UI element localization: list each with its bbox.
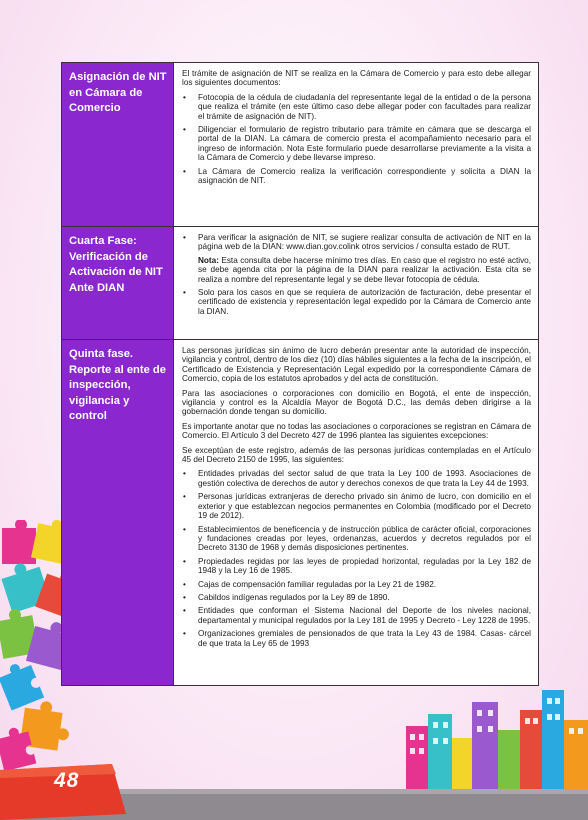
row-content-cuarta-fase [174,227,538,339]
list-item: • Fotocopia de la cédula de ciudadanía del representante legal de la entidad o de la persona que realiza el trámite (en este último caso debe allegar poder con facultades para realizar el trámite de asignación de NIT). [182,93,531,121]
row-content-asignacion-nit [174,63,538,226]
list-item: • Organizaciones gremiales de pensionados de que trata la Ley 43 de 1984. Casas- cárcel de que trata la Ley 65 de 1993 [182,629,531,648]
paragraph: Para las asociaciones o corporaciones con domicilio en Bogotá, el ente de inspección, vigilancia y control es la Alcaldía Mayor de Bogotá D.C., las demás deben dirigirse a la gobernación donde tengan su domicilio. [182,388,531,417]
list-item: • Personas jurídicas extranjeras de derecho privado sin ánimo de lucro, con domicilio en el exterior y que establezcan negocios permanentes en Colombia (modificado por el Decreto 19 de 2012). [182,492,531,520]
bullet-list [182,469,531,648]
table-row [62,340,538,685]
note-block [182,256,531,284]
note-label: Nota: [198,255,219,265]
table-row [62,227,538,340]
list-item: • Propiedades regidas por las leyes de propiedad horizontal, reguladas por la Ley 182 de 1948 y la Ley 16 de 1985. [182,557,531,576]
list-item: • La Cámara de Comercio realiza la verificación correspondiente y solicita a DIAN la asignación de NIT. [182,167,531,186]
list-item: • Solo para los casos en que se requiera de autorización de facturación, debe presentar el certificado de existencia y representación legal expedido por la Cámara de Comercio ante la DIAN. [182,288,531,316]
row-label-cuarta-fase: Cuarta Fase: Verificación de Activación de NIT Ante DIAN [62,227,174,339]
city-buildings-decoration [398,680,588,792]
paragraph: Se exceptúan de este registro, además de las personas jurídicas contempladas en el Artículo 45 del Decreto 2150 de 1995, las siguientes: [182,445,531,465]
table-row [62,63,538,227]
list-item: • Entidades privadas del sector salud de que trata la Ley 100 de 1993. Asociaciones de gestión colectiva de derechos de autor y derechos conexos de que trata la Ley 44 de 1993. [182,469,531,488]
note-text: Esta consulta debe hacerse mínimo tres días. En caso que el registro no esté activo, se debe agenda cita por la página de la DIAN para realizar la activación. Esta cita se realiza a nombre del representante legal y se debe llevar fotocopia de cédula. [198,255,531,284]
list-item: • Establecimientos de beneficencia y de instrucción pública de carácter oficial, corporaciones y fundaciones creadas por leyes, ordenanzas, acuerdos y decretos regulados por el Decreto 3130 de 1968 y demás disposiciones pertinentes. [182,525,531,553]
bullet-list [182,93,531,186]
page-number: 48 [54,769,80,792]
paragraph: Las personas jurídicas sin ánimo de lucro deberán presentar ante la autoridad de inspección, vigilancia y control, dentro de los diez (10) días hábiles siguientes a la fecha de la inscripción, el Certificado de Existencia y Representación Legal expedido por la correspondiente Cámara de Comercio, copia de los estatutos aprobados y del acta de constitución. [182,346,531,384]
row-label-quinta-fase: Quinta fase. Reporte al ente de inspección, vigilancia y control [62,340,174,685]
row-intro: El trámite de asignación de NIT se realiza en la Cámara de Comercio y para esto debe allegar los siguientes documentos: [182,69,531,88]
paragraph: Es importante anotar que no todas las asociaciones o corporaciones se registran en Cámara de Comercio. El Artículo 3 del Decreto 427 de 1996 plantea las siguientes excepciones: [182,421,531,441]
row-label-asignacion-nit: Asignación de NIT en Cámara de Comercio [62,63,174,226]
bullet-list [182,288,531,316]
bullet-list [182,233,531,252]
list-item: • Para verificar la asignación de NIT, se sugiere realizar consulta de activación de NIT en la página web de la DIAN: www.dian.gov.colink otros servicios / consulta estado de RUT. [182,233,531,252]
content-table [61,62,539,686]
list-item: • Cajas de compensación familiar reguladas por la Ley 21 de 1982. [182,580,531,589]
row-content-quinta-fase [174,340,538,685]
list-item: • Cabildos indígenas regulados por la Ley 89 de 1890. [182,593,531,602]
list-item: • Entidades que conforman el Sistema Nacional del Deporte de los niveles nacional, departamental y municipal regulados por la Ley 181 de 1995 y Decreto - Ley 1228 de 1995. [182,606,531,625]
list-item: • Diligenciar el formulario de registro tributario para trámite en cámara que se descarga el portal de la DIAN. La cámara de comercio presta el acompañamiento necesario para el ingreso de información. Nota Este formulario puede desarrollarse previamente a la visita a la Cámara de Comercio y debe llevarse impreso. [182,125,531,163]
